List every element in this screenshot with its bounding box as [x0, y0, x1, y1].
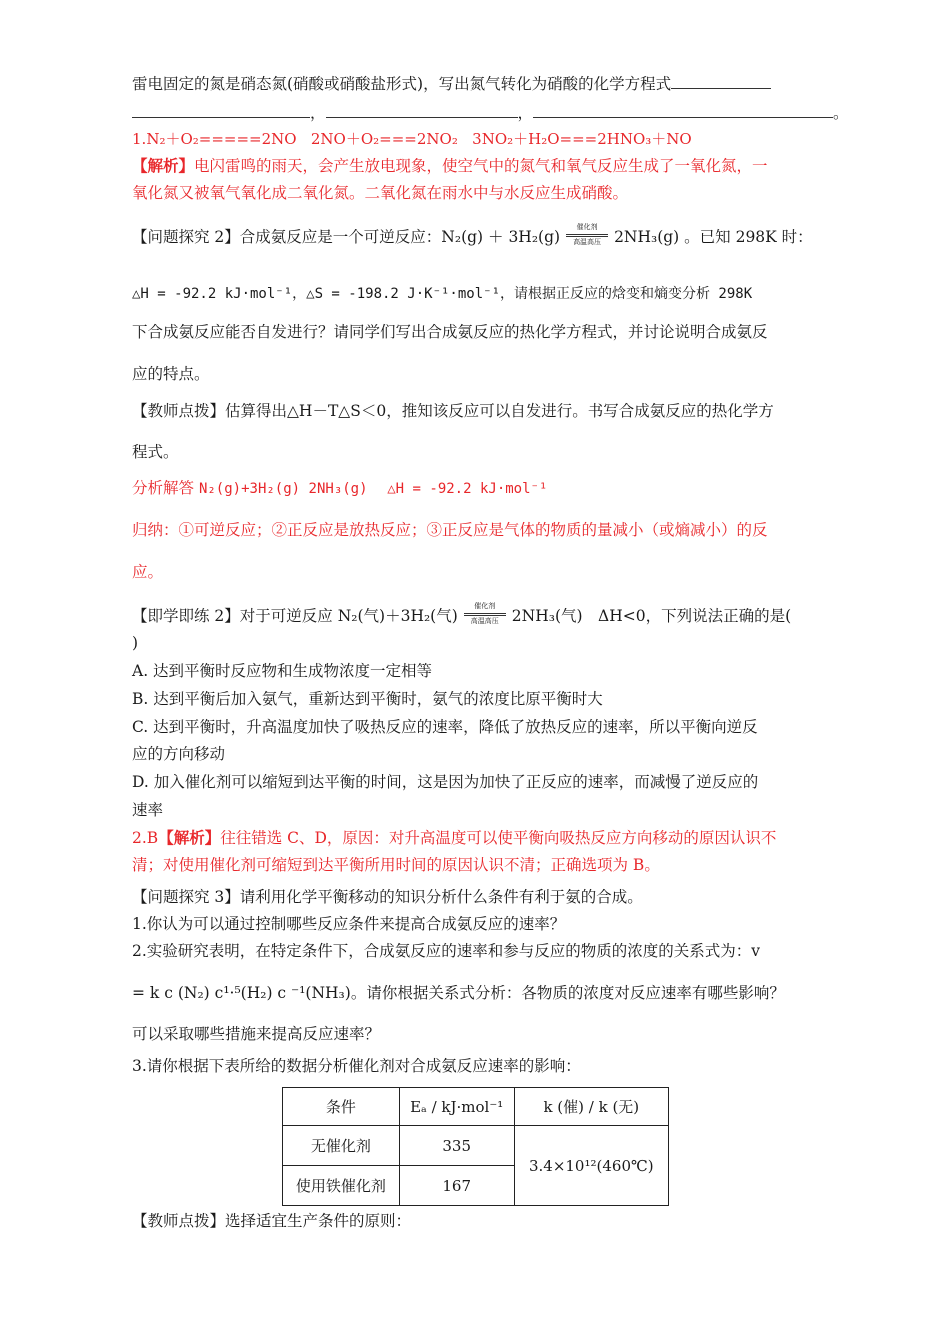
- summary: 归纳：①可逆反应；②正反应是放热反应；③正反应是气体的物质的量减小（或熵减小）的反: [132, 521, 768, 539]
- table-cell: 335: [399, 1126, 514, 1166]
- answer-blank: [326, 101, 518, 118]
- solution-label: 分析解答: [132, 479, 195, 497]
- equation: 3NO₂＋H₂O===2HNO₃＋NO: [472, 130, 692, 148]
- equation: N₂(g)+3H₂(g) 2NH₃(g): [198, 481, 368, 497]
- explore-2-line-4: 应的特点。: [132, 365, 210, 383]
- section-label: 【问题探究 2】: [132, 228, 240, 246]
- answer-1: 1.N₂＋O₂=====2NO 2NO＋O₂===2NO₂ 3NO₂＋H₂O===2HNO₃＋NO: [132, 130, 692, 148]
- option-d-cont: 速率: [132, 801, 164, 819]
- explore-3: 【问题探究 3】请利用化学平衡移动的知识分析什么条件有利于氨的合成。: [132, 888, 643, 906]
- solution: [132, 477, 547, 500]
- explore-2: 【问题探究 2】合成氨反应是一个可逆反应：N₂(g) ＋ 3H₂(g) 催化剂 高温高压 2NH₃(g) 。已知 298K 时：: [132, 226, 813, 249]
- analysis-1: 【解析】电闪雷鸣的雨天，会产生放电现象，使空气中的氮气和氧气反应生成了一氧化氮，一: [132, 156, 768, 175]
- teacher-tip-2: 【教师点拨】选择适宜生产条件的原则：: [132, 1212, 412, 1230]
- question-line-2: ， ， 。: [132, 101, 849, 124]
- teacher-tip-1-cont: 程式。: [132, 443, 179, 461]
- explore-2-line-2: △H = -92.2 kJ·mol⁻¹，△S = -198.2 J·K⁻¹·mol⁻¹，请根据正反应的焓变和熵变分析 298K: [132, 286, 753, 302]
- option-c-cont: 应的方向移动: [132, 745, 226, 763]
- teacher-tip-1: 【教师点拨】估算得出△H－T△S＜0，推知该反应可以自发进行。书写合成氨反应的热化学方: [132, 402, 774, 420]
- answer-blank: [533, 101, 833, 118]
- answer-2-cont: 清；对使用催化剂可缩短到达平衡所用时间的原因认识不清；正确选项为 B。: [132, 856, 660, 874]
- option-c: C. 达到平衡时，升高温度加快了吸热反应的速率，降低了放热反应的速率，所以平衡向逆反: [132, 718, 758, 736]
- table-header-row: [283, 1088, 669, 1126]
- section-label: 【教师点拨】: [132, 1212, 226, 1230]
- table-header: 条件: [283, 1088, 400, 1126]
- table-cell-ratio: 3.4×10¹²(460℃): [514, 1126, 668, 1206]
- answer-blank: [671, 72, 771, 89]
- answer-blank: [132, 101, 310, 118]
- analysis-label: 【解析】: [158, 828, 221, 847]
- question-text: 雷电固定的氮是硝态氮(硝酸或硝酸盐形式)，写出氮气转化为硝酸的化学方程式: [132, 75, 672, 93]
- question-line-1: [132, 72, 771, 95]
- explore-2-line-3: 下合成氨反应能否自发进行？请同学们写出合成氨反应的热化学方程式，并讨论说明合成氨反: [132, 323, 768, 341]
- reaction-condition-arrow: 催化剂 高温高压: [564, 227, 610, 249]
- answer-2: 2.B【解析】往往错选 C、D，原因：对升高温度可以使平衡向吸热反应方向移动的原因认识不: [132, 828, 777, 847]
- option-a: A. 达到平衡时反应物和生成物浓度一定相等: [132, 662, 433, 680]
- equation: N₂＋O₂=====2NO: [146, 130, 297, 148]
- enthalpy-value: △H = -92.2 kJ·mol⁻¹: [387, 481, 548, 497]
- explore-3-q3: 3.请你根据下表所给的数据分析催化剂对合成氨反应速率的影响：: [132, 1057, 581, 1075]
- table-row: [283, 1126, 669, 1166]
- practice-2: 【即学即练 2】对于可逆反应 N₂(气)＋3H₂(气) 催化剂 高温高压 2NH₃(气) ΔH<0，下列说法正确的是(: [132, 605, 791, 628]
- practice-2-close: ): [132, 634, 139, 652]
- table-header: k (催) / k (无): [514, 1088, 668, 1126]
- equation: 2NO＋O₂===2NO₂: [310, 130, 458, 148]
- explore-3-q2-end: 可以采取哪些措施来提高反应速率？: [132, 1025, 381, 1043]
- option-d: D. 加入催化剂可以缩短到达平衡的时间，这是因为加快了正反应的速率，而减慢了逆反应的: [132, 773, 759, 791]
- catalyst-data-table: [282, 1087, 669, 1206]
- explore-3-q2: 2.实验研究表明，在特定条件下，合成氨反应的速率和参与反应的物质的浓度的关系式为：v: [132, 942, 761, 960]
- analysis-label: 【解析】: [132, 156, 195, 175]
- table-cell: 无催化剂: [283, 1126, 400, 1166]
- section-label: 【即学即练 2】: [132, 607, 240, 625]
- option-b: B. 达到平衡后加入氨气，重新达到平衡时，氨气的浓度比原平衡时大: [132, 690, 603, 708]
- summary-cont: 应。: [132, 563, 164, 581]
- reaction-condition-arrow: 催化剂 高温高压: [462, 606, 508, 628]
- table-cell: 使用铁催化剂: [283, 1166, 400, 1206]
- table-cell: 167: [399, 1166, 514, 1206]
- table-header: Eₐ / kJ·mol⁻¹: [399, 1088, 514, 1126]
- analysis-1-cont: 氧化氮又被氧气氧化成二氧化氮。二氧化氮在雨水中与水反应生成硝酸。: [132, 184, 629, 202]
- section-label: 【问题探究 3】: [132, 888, 240, 906]
- explore-3-q2-cont: = k c (N₂) c¹·⁵(H₂) c ⁻¹(NH₃)。请你根据关系式分析：各物质的浓度对反应速率有哪些影响？: [132, 984, 785, 1002]
- section-label: 【教师点拨】: [132, 402, 226, 420]
- explore-3-q1: 1.你认为可以通过控制哪些反应条件来提高合成氨反应的速率？: [132, 915, 566, 933]
